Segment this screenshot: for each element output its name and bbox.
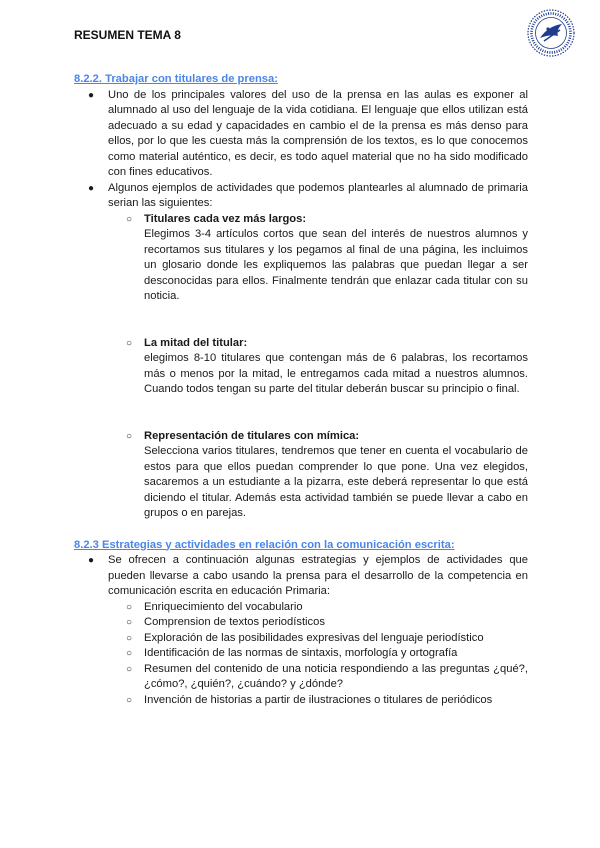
strategy-text: Enriquecimiento del vocabulario	[144, 600, 303, 613]
activity-title: La mitad del titular:	[144, 336, 248, 349]
hollow-bullet-icon: ○	[126, 648, 133, 659]
hollow-bullet-icon: ○	[126, 617, 133, 628]
spacer	[108, 398, 528, 429]
activity-text: Elegimos 3-4 artículos cortos que sean del interés de nuestros alumnos y recortamos sus titulares y los pegamos al final de una página, les incluimos un glosario donde les expliquemos las palabras que puedan llegar a ser desconocidas para ellos. Finalmente tendrán que enlazar cada titular con su noticia.	[144, 228, 528, 302]
paragraph-text: Se ofrecen a continuación algunas estrategias y ejemplos de actividades que pueden llevarse a cabo usando la prensa para el desarrollo de la competencia en comunicación escrita en educación Primaria:	[108, 554, 528, 597]
activity-item	[108, 336, 528, 398]
hollow-bullet-icon: ○	[126, 337, 133, 349]
activity-title: Titulares cada vez más largos:	[144, 212, 307, 225]
strategy-text: Invención de historias a partir de ilustraciones o titulares de periódicos	[144, 693, 493, 706]
strategy-text: Comprension de textos periodísticos	[144, 616, 325, 628]
bullet-icon: ●	[88, 555, 95, 566]
list-item	[74, 181, 528, 522]
strategies-list	[108, 600, 528, 709]
university-seal-logo	[526, 8, 576, 58]
paragraph-text: Uno de los principales valores del uso de la prensa en las aulas es exponer al alumnado al uso del lenguaje de la vida cotidiana. El lenguaje que ellos utilizan está adecuado a su edad y capacidades en cambio el de la prensa es más denso para ellos, por lo que les cuesta más la comprensión de los textos, es lo que conocemos como material auténtico, es decir, es todo aquel material que no ha sido modificado con fines educativos.	[108, 88, 528, 178]
activities-list	[108, 212, 528, 522]
page-title: RESUMEN TEMA 8	[74, 28, 181, 42]
section-heading-titulares: 8.2.2. Trabajar con titulares de prensa:	[74, 73, 278, 85]
strategy-item	[108, 615, 528, 631]
bullet-icon: ●	[88, 89, 95, 101]
hollow-bullet-icon: ○	[126, 601, 133, 613]
section2-list	[74, 553, 528, 708]
hollow-bullet-icon: ○	[126, 213, 133, 225]
hollow-bullet-icon: ○	[126, 430, 133, 442]
list-item	[74, 88, 528, 181]
activity-title: Representación de titulares con mímica:	[144, 429, 360, 442]
hollow-bullet-icon: ○	[126, 694, 133, 706]
strategy-item	[108, 662, 528, 693]
hollow-bullet-icon: ○	[126, 663, 133, 675]
activity-text: Selecciona varios titulares, tendremos que tener en cuenta el vocabulario de estos para que ellos puedan comprender lo que pone. Una vez elegidos, sacaremos a un estudiante a la pizarra, este deberá representar lo que está diciendo el titular. Además esta actividad también se puede llevar a cabo en grupos o en parejas.	[144, 445, 528, 519]
activity-text: elegimos 8-10 titulares que contengan más de 6 palabras, los recortamos más o menos por la mitad, le entregamos cada mitad a nuestros alumnos. Cuando todos tengan su parte del titular deberán buscar su principio o final.	[144, 352, 528, 395]
strategy-item	[108, 631, 528, 647]
strategy-item	[108, 693, 528, 709]
activity-item	[108, 429, 528, 522]
hollow-bullet-icon: ○	[126, 632, 133, 644]
strategy-text: Exploración de las posibilidades expresivas del lenguaje periodístico	[144, 631, 484, 644]
activity-item	[108, 212, 528, 305]
spacer	[108, 305, 528, 336]
section1-list	[74, 88, 528, 522]
list-item	[74, 553, 528, 708]
paragraph-text: Algunos ejemplos de actividades que podemos plantearles al alumnado de primaria serian las siguientes:	[108, 181, 528, 209]
bullet-icon: ●	[88, 182, 95, 194]
strategy-text: Resumen del contenido de una noticia respondiendo a las preguntas ¿qué?, ¿cómo?, ¿quién?, ¿cuándo? y ¿dónde?	[144, 662, 528, 690]
document-body	[74, 72, 528, 708]
strategy-text: Identificación de las normas de sintaxis, morfología y ortografía	[144, 647, 458, 659]
strategy-item	[108, 646, 528, 662]
strategy-item	[108, 600, 528, 616]
section-heading-estrategias: 8.2.3 Estrategias y actividades en relación con la comunicación escrita:	[74, 538, 455, 551]
